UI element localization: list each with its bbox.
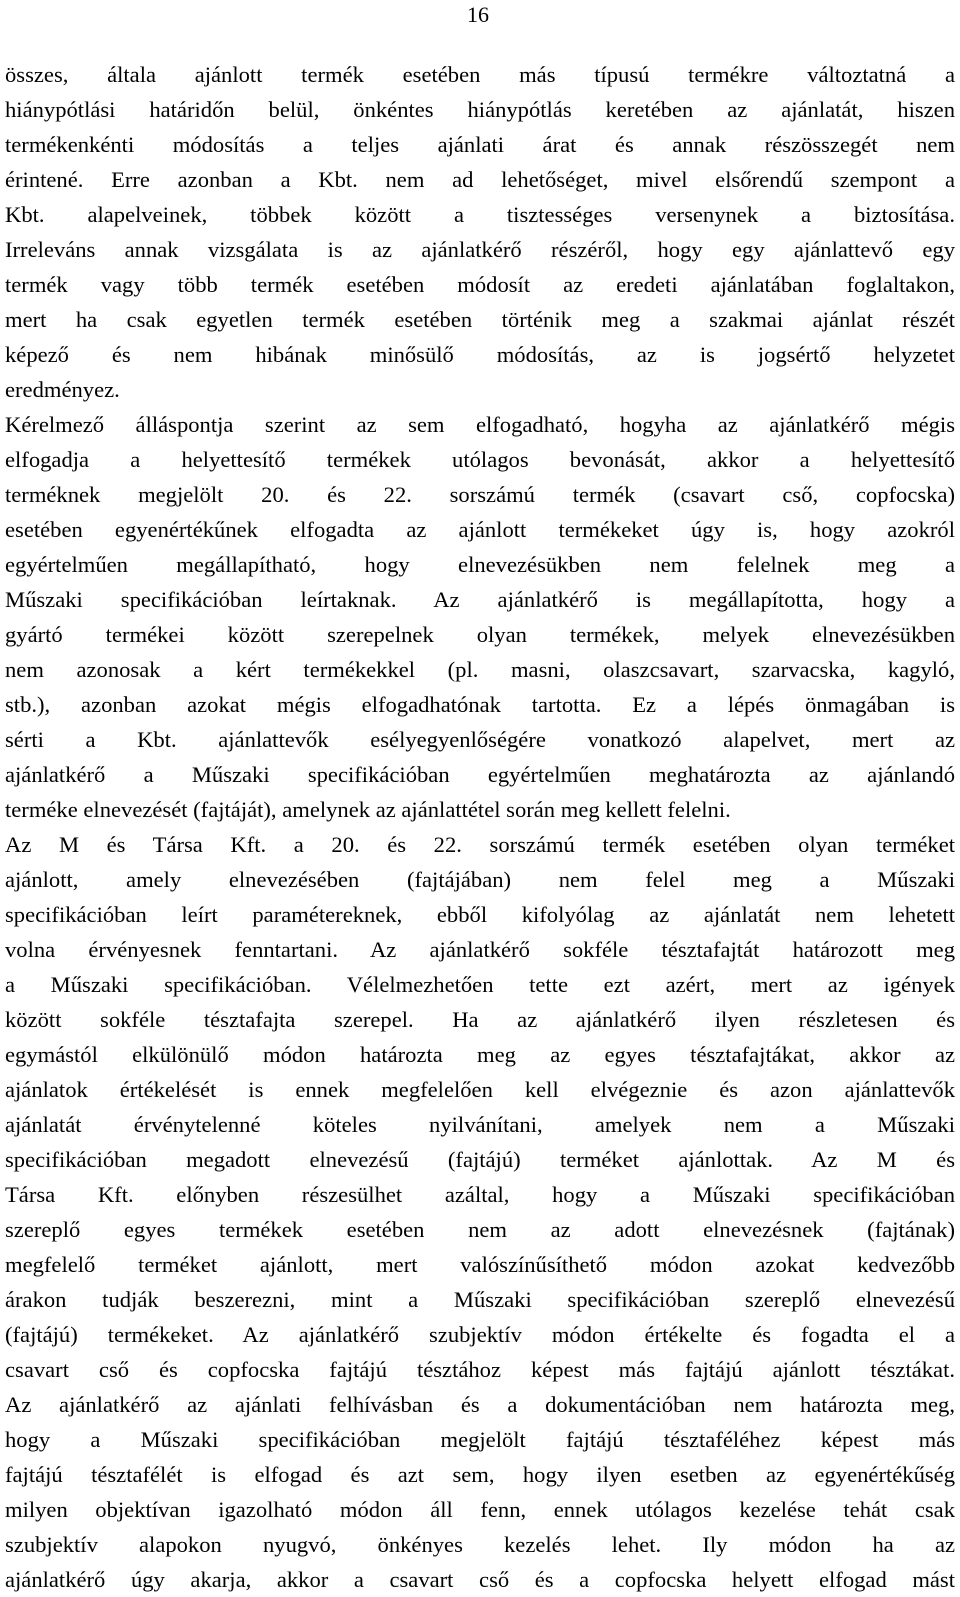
text-line: ajánlatkérő úgy akarja, akkor a csavart cső és a copfocska helyett elfogad mást (5, 1567, 955, 1592)
text-line: ajánlatát érvénytelenné köteles nyilvánítani, amelyek nem a Műszaki (5, 1112, 955, 1137)
text-line: Az M és Társa Kft. a 20. és 22. sorszámú termék esetében olyan terméket (5, 832, 955, 857)
text-line: ajánlatok értékelését is ennek megfelelően kell elvégeznie és azon ajánlattevők (5, 1077, 955, 1102)
text-line: között sokféle tésztafajta szerepel. Ha az ajánlatkérő ilyen részletesen és (5, 1007, 955, 1032)
text-line: stb.), azonban azokat mégis elfogadhatónak tartotta. Ez a lépés önmagában is (5, 692, 955, 717)
text-line: hogy a Műszaki specifikációban megjelölt fajtájú tésztaféléhez képest más (5, 1427, 955, 1452)
text-line: árakon tudják beszerezni, mint a Műszaki specifikációban szereplő elnevezésű (5, 1287, 955, 1312)
text-line: Kbt. alapelveinek, többek között a tisztességes versenynek a biztosítása. (5, 202, 955, 227)
text-line: specifikációban leírt paramétereknek, ebből kifolyólag az ajánlatát nem lehetett (5, 902, 955, 927)
text-line: csavart cső és copfocska fajtájú tésztához képest más fajtájú ajánlott tésztákat. (5, 1357, 955, 1382)
text-line: specifikációban megadott elnevezésű (fajtájú) terméket ajánlottak. Az M és (5, 1147, 955, 1172)
text-line: fajtájú tésztafélét is elfogad és azt sem, hogy ilyen esetben az egyenértékűség (5, 1462, 955, 1487)
text-line: Irreleváns annak vizsgálata is az ajánlatkérő részéről, hogy egy ajánlattevő egy (5, 237, 955, 262)
text-line: (fajtájú) termékeket. Az ajánlatkérő szubjektív módon értékelte és fogadta el a (5, 1322, 955, 1347)
text-line: megfelelő terméket ajánlott, mert valószínűsíthető módon azokat kedvezőbb (5, 1252, 955, 1277)
text-line: a Műszaki specifikációban. Vélelmezhetően tette ezt azért, mert az igények (5, 972, 955, 997)
text-line: termék vagy több termék esetében módosít az eredeti ajánlatában foglaltakon, (5, 272, 955, 297)
text-line: sérti a Kbt. ajánlattevők esélyegyenlőségére vonatkozó alapelvet, mert az (5, 727, 955, 752)
text-line: hiánypótlási határidőn belül, önkéntes hiánypótlás keretében az ajánlatát, hiszen (5, 97, 955, 122)
text-line: képező és nem hibának minősülő módosítás, az is jogsértő helyzetet (5, 342, 955, 367)
text-line: szereplő egyes termékek esetében nem az adott elnevezésnek (fajtának) (5, 1217, 955, 1242)
text-line: esetében egyenértékűnek elfogadta az ajánlott termékeket úgy is, hogy azokról (5, 517, 955, 542)
text-line: mert ha csak egyetlen termék esetében történik meg a szakmai ajánlat részét (5, 307, 955, 332)
text-line: érintené. Erre azonban a Kbt. nem ad lehetőséget, mivel elsőrendű szempont a (5, 167, 955, 192)
text-line: egymástól elkülönülő módon határozta meg az egyes tésztafajtákat, akkor az (5, 1042, 955, 1067)
text-line: nem azonosak a kért termékekkel (pl. masni, olaszcsavart, szarvacska, kagyló, (5, 657, 955, 682)
body-text (5, 57, 955, 1597)
text-line: Az ajánlatkérő az ajánlati felhívásban és a dokumentációban nem határozta meg, (5, 1392, 955, 1417)
text-line: egyértelműen megállapítható, hogy elnevezésükben nem felelnek meg a (5, 552, 955, 577)
text-line: ajánlatkérő a Műszaki specifikációban egyértelműen meghatározta az ajánlandó (5, 762, 955, 787)
text-line: milyen objektívan igazolható módon áll fenn, ennek utólagos kezelése tehát csak (5, 1497, 955, 1522)
text-line: összes, általa ajánlott termék esetében más típusú termékre változtatná a (5, 62, 955, 87)
page-number: 16 (467, 2, 489, 27)
text-line: volna érvényesnek fenntartani. Az ajánlatkérő sokféle tésztafajtát határozott meg (5, 937, 955, 962)
text-line: termékenkénti módosítás a teljes ajánlati árat és annak részösszegét nem (5, 132, 955, 157)
text-line: Műszaki specifikációban leírtaknak. Az ajánlatkérő is megállapította, hogy a (5, 587, 955, 612)
text-line: ajánlott, amely elnevezésében (fajtájában) nem felel meg a Műszaki (5, 867, 955, 892)
text-line: Kérelmező álláspontja szerint az sem elfogadható, hogyha az ajánlatkérő mégis (5, 412, 955, 437)
text-line: szubjektív alapokon nyugvó, önkényes kezelés lehet. Ily módon ha az (5, 1532, 955, 1557)
text-line: terméke elnevezését (fajtáját), amelynek az ajánlattétel során meg kellett felelni. (5, 797, 731, 822)
text-line: eredményez. (5, 377, 120, 402)
text-line: Társa Kft. előnyben részesülhet azáltal, hogy a Műszaki specifikációban (5, 1182, 955, 1207)
text-line: elfogadja a helyettesítő termékek utólagos bevonását, akkor a helyettesítő (5, 447, 955, 472)
text-line: gyártó termékei között szerepelnek olyan termékek, melyek elnevezésükben (5, 622, 955, 647)
text-line: terméknek megjelölt 20. és 22. sorszámú termék (csavart cső, copfocska) (5, 482, 955, 507)
